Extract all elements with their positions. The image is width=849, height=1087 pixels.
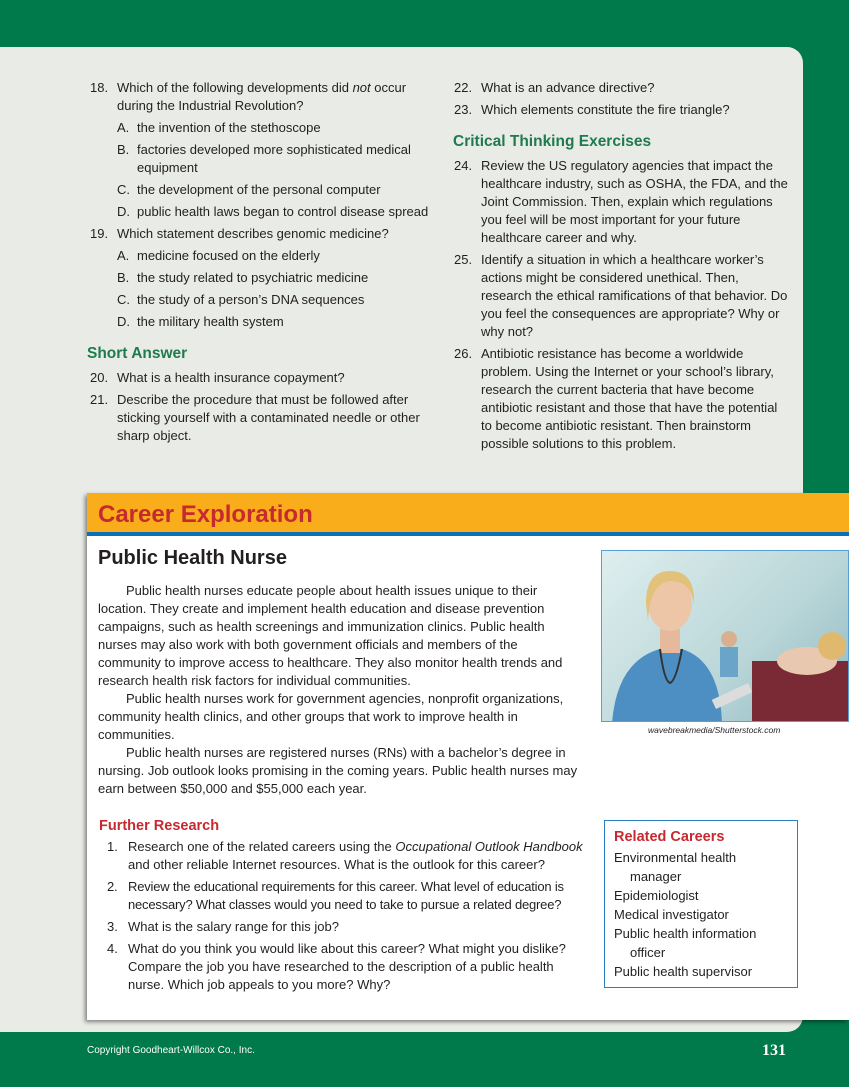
q-number: 24. <box>454 158 473 173</box>
q-number: 23. <box>454 102 473 117</box>
career-exploration-heading: Career Exploration <box>87 493 849 536</box>
item-text: and other reliable Internet resources. What is the outlook for this career? <box>128 857 545 872</box>
q-text: Which statement describes genomic medicine? <box>117 226 389 241</box>
job-description <box>98 582 578 798</box>
right-column <box>454 79 790 457</box>
job-title: Public Health Nurse <box>98 547 287 569</box>
paragraph: Public health nurses are registered nurses (RNs) with a bachelor’s degree in nursing. Job outlook looks promising in the coming years. Public health nurses may earn between $50,000 and $55,000 each year. <box>98 745 578 796</box>
related-careers-heading: Related Careers <box>614 829 725 845</box>
q-number: 21. <box>90 392 109 407</box>
q-number: 22. <box>454 80 473 95</box>
option <box>90 203 430 221</box>
related-careers-box <box>604 820 798 988</box>
option-text: the study related to psychiatric medicine <box>137 270 369 285</box>
option-letter: B. <box>117 142 130 157</box>
option-letter: C. <box>117 182 130 197</box>
option <box>90 269 430 287</box>
copyright: Copyright Goodheart-Willcox Co., Inc. <box>87 1045 255 1056</box>
q-emphasis: not <box>352 80 371 95</box>
option-text: the study of a person’s DNA sequences <box>137 292 365 307</box>
nurse-photo <box>601 550 849 722</box>
q-text: Antibiotic resistance has become a worldwide problem. Using the Internet or your school’s library, research the current bacteria that have become antibiotic resistant and those that have the potential to become antibiotic resistant. Then brainstorm possible solutions to this problem. <box>481 346 778 451</box>
question-21 <box>90 391 430 445</box>
item-number: 3. <box>107 919 118 934</box>
option <box>90 181 430 199</box>
option <box>90 141 430 177</box>
option-text: the military health system <box>137 314 284 329</box>
q-number: 26. <box>454 346 473 361</box>
option-letter: A. <box>117 248 130 263</box>
option-text: the invention of the stethoscope <box>137 120 321 135</box>
option-text: medicine focused on the elderly <box>137 248 320 263</box>
question-22 <box>454 79 790 97</box>
item-emphasis: Occupational Outlook Handbook <box>395 839 583 854</box>
item-number: 1. <box>107 839 118 854</box>
option <box>90 313 430 331</box>
q-text: What is a health insurance copayment? <box>117 370 345 385</box>
question-23 <box>454 101 790 119</box>
option <box>90 119 430 137</box>
related-career: Public health information officer <box>614 926 757 960</box>
q-text: What is an advance directive? <box>481 80 655 95</box>
paragraph: Public health nurses work for government agencies, nonprofit organizations, community health clinics, and other groups that work to improve health in communities. <box>98 691 564 742</box>
question-19 <box>90 225 430 243</box>
left-column <box>87 79 430 449</box>
option-text: factories developed more sophisticated medical equipment <box>137 142 411 175</box>
q-text: Identify a situation in which a healthcare worker’s actions might be considered unethical. Then, research the ethical ramifications of that behavior. Do you feel the consequences are appropriate? Why or why not? <box>481 252 788 339</box>
option-letter: D. <box>117 204 130 219</box>
career-exploration-box <box>87 493 849 1020</box>
nurse-illustration <box>602 551 849 722</box>
research-item <box>99 918 589 936</box>
option-letter: C. <box>117 292 130 307</box>
question-20 <box>90 369 430 387</box>
q-text: Review the US regulatory agencies that impact the healthcare industry, such as OSHA, the FDA, and the Joint Commission. Then, explain which regulations you feel will be most important for your future healthcare career and why. <box>481 158 788 245</box>
q-text: Describe the procedure that must be followed after sticking yourself with a contaminated needle or other sharp object. <box>117 392 420 443</box>
option <box>90 291 430 309</box>
q-number: 20. <box>90 370 109 385</box>
question-25 <box>454 251 790 341</box>
option-text: public health laws began to control disease spread <box>137 204 429 219</box>
q-number: 18. <box>90 80 109 95</box>
item-number: 4. <box>107 941 118 956</box>
option-letter: B. <box>117 270 130 285</box>
further-research <box>99 818 589 998</box>
page-number: 131 <box>762 1042 786 1059</box>
research-item <box>99 878 589 914</box>
item-number: 2. <box>107 879 118 894</box>
research-item <box>99 940 589 994</box>
item-text: Research one of the related careers using the <box>128 839 396 854</box>
question-24 <box>454 157 790 247</box>
item-text: What is the salary range for this job? <box>128 919 339 934</box>
related-career: Public health supervisor <box>614 964 753 979</box>
q-text: Which elements constitute the fire triangle? <box>481 102 730 117</box>
option <box>90 247 430 265</box>
related-career: Environmental health manager <box>614 850 737 884</box>
q-number: 19. <box>90 226 109 241</box>
research-item <box>99 838 589 874</box>
short-answer-heading: Short Answer <box>87 345 188 362</box>
option-letter: D. <box>117 314 130 329</box>
q-number: 25. <box>454 252 473 267</box>
question-18 <box>90 79 430 115</box>
critical-thinking-heading: Critical Thinking Exercises <box>453 133 652 150</box>
q-text: occur during the Industrial Revolution? <box>117 80 407 113</box>
further-research-heading: Further Research <box>99 818 220 834</box>
photo-credit: wavebreakmedia/Shutterstock.com <box>648 725 781 735</box>
related-career: Medical investigator <box>614 907 729 922</box>
item-text: What do you think you would like about this career? What might you dislike? Compare the job you have researched to the description of a public health nurse. Which job appeals to you more? Why? <box>128 941 566 992</box>
related-career: Epidemiologist <box>614 888 699 903</box>
option-letter: A. <box>117 120 130 135</box>
paragraph: Public health nurses educate people about health issues unique to their location. They create and implement health education and disease prevention campaigns, such as health screenings and immunization clinics. Public health nurses may also work with both government officials and members of the community to improve access to healthcare. They also monitor health trends and research health risk factors for individual communities. <box>98 583 563 688</box>
option-text: the development of the personal computer <box>137 182 381 197</box>
q-text: Which of the following developments did <box>117 80 353 95</box>
question-26 <box>454 345 790 453</box>
item-text: Review the educational requirements for this career. What level of education is necessary? What classes would you need to take to pursue a related degree? <box>128 879 564 912</box>
